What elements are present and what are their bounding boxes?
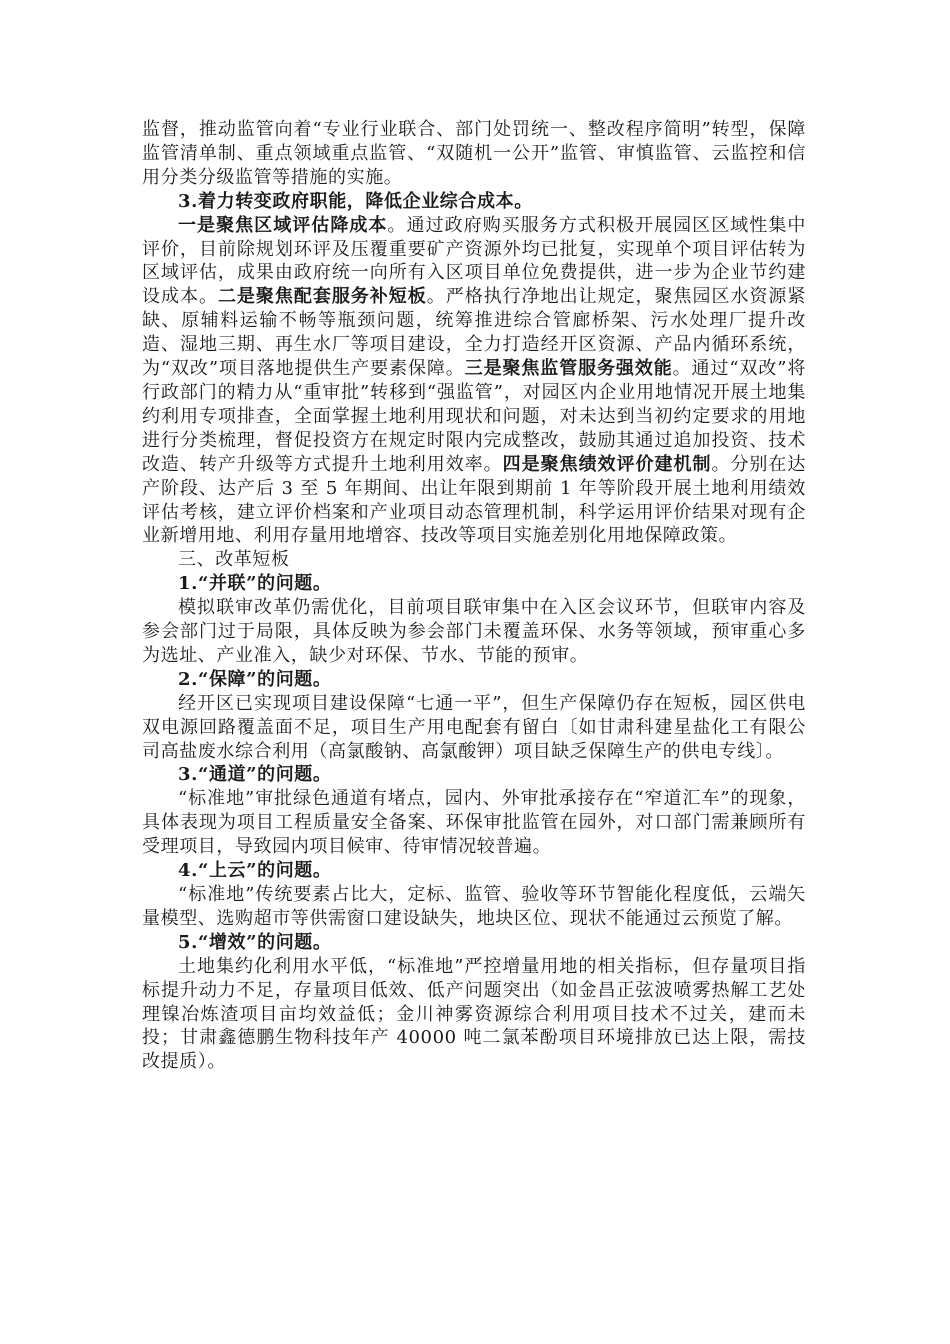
bold-phrase-supervision-services: 三是聚焦监管服务强效能 bbox=[464, 358, 673, 380]
issue-heading-parallel: 1.“并联”的问题。 bbox=[178, 573, 332, 595]
issue-text-parallel: 模拟联审改革仍需优化，目前项目联审集中在入区会议环节，但联审内容及参会部门过于局限，具体反映为参会部门未覆盖环保、水务等领域，预审重心多为选址、产业准入，缺少对环保、节水、节能的预审。 bbox=[142, 597, 806, 666]
issue-text-channel: “标准地”审批绿色通道有堵点，园内、外审批承接存在“窄道汇车”的现象，具体表现为项目工程质量安全备案、环保审批监管在园外，对口部门需兼顾所有受理项目，导致园内项目候审、待审情况较普遍。 bbox=[142, 788, 806, 858]
text-performance-evaluation: 。分别在达产阶段、达产后 3 至 5 年期间、出让年限到期前 1 年等阶段开展土地利用绩效评估考核，建立评价档案和产业项目动态管理机制，科学运用评价结果对现有企业新增用地、利用存量用地增容、技改等项目实施差别化用地保障政策。 bbox=[142, 453, 806, 547]
text-regional-evaluation: 。通过政府购买服务方式积极开展园区区域性集中评价，目前除规划环评及压覆重要矿产资源外均已批复，实现单个项目评估转为区域评估，成果由政府统一向所有入区项目单位免费提供，进一步为企业节约建设成本。 bbox=[142, 214, 806, 308]
issue-heading-efficiency: 5.“增效”的问题。 bbox=[178, 931, 332, 953]
issue-heading-channel: 3.“通道”的问题。 bbox=[178, 764, 332, 786]
document-body bbox=[142, 118, 806, 1074]
paragraph-supervision: 监督，推动监管向着“专业行业联合、部门处罚统一、整改程序简明”转型，保障监管清单制、重点领域重点监管、“双随机一公开”监管、审慎监管、云监控和信用分类分级监管等措施的实施。 bbox=[142, 119, 806, 188]
bold-phrase-supporting-services: 二是聚焦配套服务补短板 bbox=[217, 286, 427, 308]
section-heading-reform-shortcomings: 三、改革短板 bbox=[178, 549, 290, 571]
paragraph-four-focus-measures bbox=[142, 214, 806, 549]
issue-heading-guarantee: 2.“保障”的问题。 bbox=[178, 668, 332, 690]
issue-text-efficiency: 土地集约化利用水平低，“标准地”严控增量用地的相关指标，但存量项目指标提升动力不足，存量项目低效、低产问题突出（如金昌正弦波喷雾热解工艺处理镍冶炼渣项目亩均效益低；金川神雾资源综合利用项目技术不过关，建而未投；甘肃鑫德鹏生物科技年产 40000 吨二氯苯酚项目环境排放已达上限，需技改提质）。 bbox=[142, 955, 806, 1073]
heading-3-transform-government: 3.着力转变政府职能，降低企业综合成本。 bbox=[178, 190, 533, 212]
bold-phrase-performance-evaluation: 四是聚焦绩效评价建机制 bbox=[502, 453, 712, 475]
issue-text-cloud: “标准地”传统要素占比大，定标、监管、验收等环节智能化程度低，云端矢量模型、选购超市等供需窗口建设缺失，地块区位、现状不能通过云预览了解。 bbox=[142, 884, 806, 929]
issue-heading-cloud: 4.“上云”的问题。 bbox=[178, 860, 332, 882]
text-supporting-services: 。严格执行净地出让规定，聚焦园区水资源紧缺、原辅料运输不畅等瓶颈问题，统筹推进综合管廊桥架、污水处理厂提升改造、湿地三期、再生水厂等项目建设，全力打造经开区资源、产品内循环系统，为“双改”项目落地提供生产要素保障。 bbox=[142, 286, 807, 380]
text-supervision-services: 。通过“双改”将行政部门的精力从“重审批”转移到“强监管”，对园区内企业用地情况开展土地集约利用专项排查，全面掌握土地利用现状和问题，对未达到当初约定要求的用地进行分类梳理，督促投资方在规定时限内完成整改，鼓励其通过追加投资、技术改造、转产升级等方式提升土地利用效率。 bbox=[142, 358, 806, 475]
issue-text-guarantee: 经开区已实现项目建设保障“七通一平”，但生产保障仍存在短板，园区供电双电源回路覆盖面不足，项目生产用电配套有留白〔如甘肃科建星盐化工有限公司高盐废水综合利用（高氯酸钠、高氯酸钾）项目缺乏保障生产的供电专线〕。 bbox=[142, 692, 806, 762]
bold-phrase-regional-evaluation: 一是聚焦区域评估降成本 bbox=[178, 214, 388, 236]
